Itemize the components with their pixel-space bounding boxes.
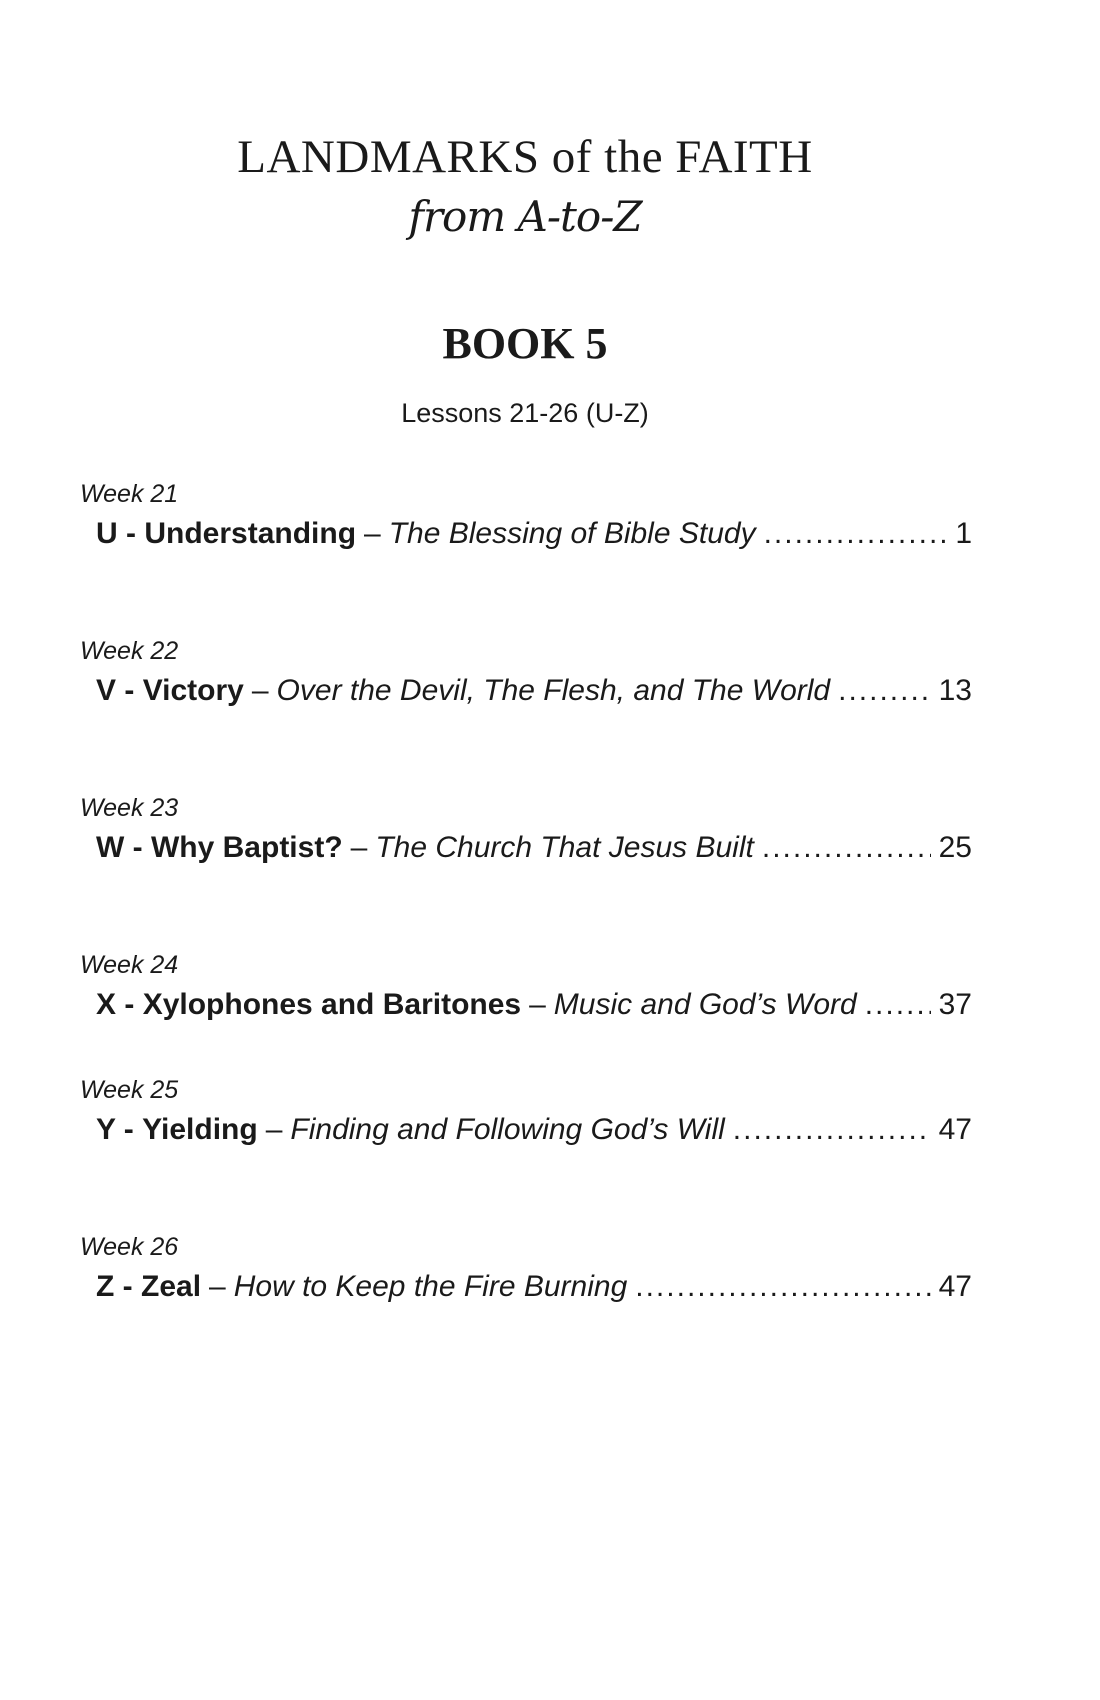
lesson-letter: V - <box>96 674 135 707</box>
lesson-topic: Victory <box>142 674 244 707</box>
toc-line[interactable] <box>80 1113 972 1146</box>
toc-line[interactable] <box>80 1270 972 1303</box>
lesson-letter: Y - <box>96 1113 134 1146</box>
dot-leader <box>838 674 931 707</box>
page-number: 13 <box>938 674 972 707</box>
book-subtitle: from A-to-Z <box>408 192 642 241</box>
page-number: 47 <box>938 1113 972 1146</box>
page-number: 1 <box>955 517 972 550</box>
lesson-topic: Yielding <box>142 1113 258 1146</box>
lesson-description: Finding and Following God’s Will <box>290 1113 725 1146</box>
lesson-topic: Xylophones and Baritones <box>142 988 522 1021</box>
lesson-topic: Why Baptist? <box>150 831 343 864</box>
toc-entry <box>80 482 972 550</box>
lesson-description: Music and God’s Word <box>553 988 857 1021</box>
week-label: Week 25 <box>80 1076 179 1104</box>
page-number: 25 <box>938 831 972 864</box>
dot-leader <box>764 517 948 550</box>
toc-entry <box>80 639 972 707</box>
lesson-topic: Zeal <box>141 1270 202 1303</box>
lesson-letter: W - <box>96 831 143 864</box>
lesson-letter: U - <box>96 517 136 550</box>
book-number-heading: BOOK 5 <box>442 319 608 368</box>
toc-entry <box>80 796 972 864</box>
lesson-topic: Understanding <box>144 517 357 550</box>
page-number: 47 <box>938 1270 972 1303</box>
toc-line[interactable] <box>80 517 972 550</box>
dot-leader <box>635 1270 930 1303</box>
dash-separator: – <box>209 1270 226 1303</box>
week-label: Week 22 <box>80 637 179 665</box>
lesson-description: The Church That Jesus Built <box>375 831 754 864</box>
dash-separator: – <box>364 517 381 550</box>
week-label: Week 24 <box>80 951 179 979</box>
lesson-description: The Blessing of Bible Study <box>388 517 756 550</box>
week-label: Week 21 <box>80 480 179 508</box>
lesson-description: How to Keep the Fire Burning <box>233 1270 628 1303</box>
book-title: LANDMARKS of the FAITH <box>237 131 813 183</box>
dot-leader <box>865 988 931 1021</box>
week-label: Week 26 <box>80 1233 179 1261</box>
lesson-letter: Z - <box>96 1270 133 1303</box>
lesson-letter: X - <box>96 988 135 1021</box>
toc-entry <box>80 1078 972 1146</box>
dash-separator: – <box>350 831 368 864</box>
dot-leader <box>733 1113 931 1146</box>
lessons-range: Lessons 21-26 (U-Z) <box>401 398 649 428</box>
dot-leader <box>762 831 931 864</box>
page-number: 37 <box>938 988 972 1021</box>
dash-separator: – <box>529 988 546 1021</box>
toc-line[interactable] <box>80 988 972 1021</box>
toc-line[interactable] <box>80 831 972 864</box>
dash-separator: – <box>265 1113 283 1146</box>
toc-entry <box>80 953 972 1021</box>
week-label: Week 23 <box>80 794 179 822</box>
dash-separator: – <box>251 674 269 707</box>
toc-line[interactable] <box>80 674 972 707</box>
lesson-description: Over the Devil, The Flesh, and The World <box>276 674 831 707</box>
toc-entry <box>80 1235 972 1303</box>
